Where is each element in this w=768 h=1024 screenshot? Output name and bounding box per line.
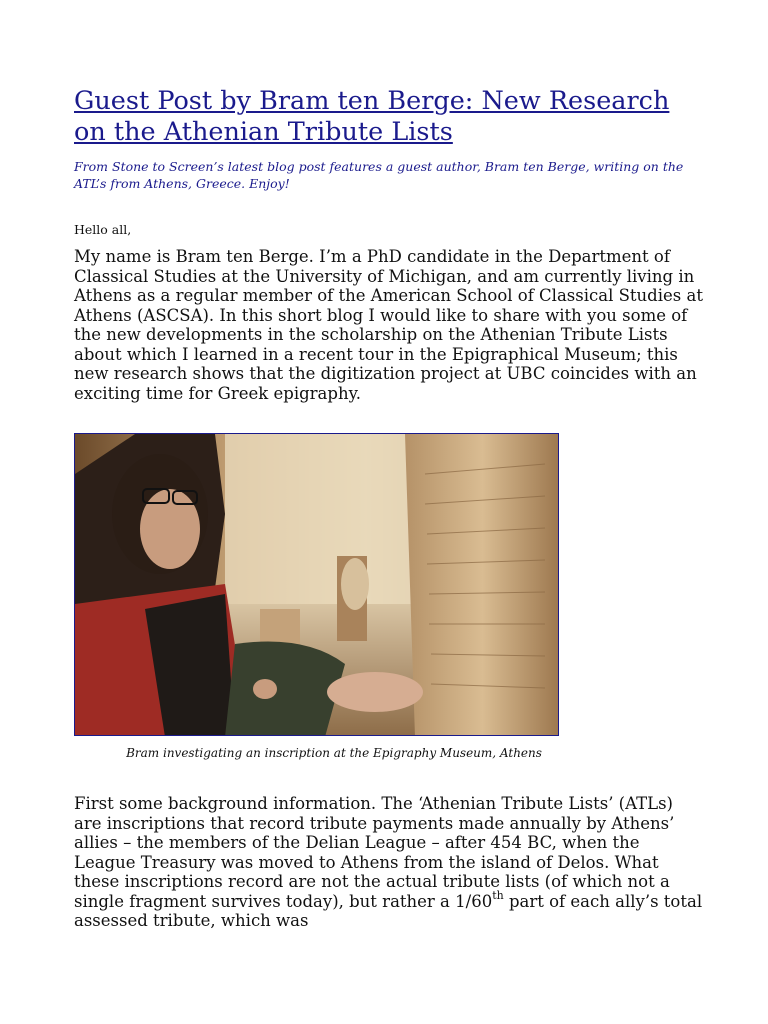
- photo-bram-inscription: [74, 433, 559, 736]
- post-title-link[interactable]: Guest Post by Bram ten Berge: New Research on the Athenian Tribute Lists: [74, 86, 670, 147]
- post-intro: From Stone to Screen’s latest blog post features a guest author, Bram ten Berge, writing on the ATL’s from Athens, Greece. Enjoy!: [74, 159, 684, 191]
- paragraph-background-text-cont: part of each ally’s total assessed tribute, which was: [74, 891, 703, 930]
- greeting: Hello all,: [74, 222, 132, 237]
- superscript-th: th: [492, 889, 504, 902]
- image-caption: Bram investigating an inscription at the Epigraphy Museum, Athens: [126, 746, 542, 760]
- paragraph-background-text: First some background information. The ‘Athenian Tribute Lists’ (ATLs) are inscriptions that record tribute payments made annually by Athens’ allies – the members of the Delian League – after 454 BC, when the League Treasury was moved to Athens from the island of Delos. What these inscriptions record are not the actual tribute lists (of which not a single fragment survives today), but rather a 1/60: [74, 794, 675, 911]
- paragraph-intro: My name is Bram ten Berge. I’m a PhD candidate in the Department of Classical Studies at the University of Michigan, and am currently living in Athens as a regular member of the American School of Classical Studies at Athens (ASCSA). In this short blog I would like to share with you some of the new developments in the scholarship on the Athenian Tribute Lists about which I learned in a recent tour in the Epigraphical Museum; this new research shows that the digitization project at UBC coincides with an exciting time for Greek epigraphy.: [74, 247, 703, 403]
- photo-illustration: [75, 434, 559, 736]
- paragraph-background: [74, 794, 704, 931]
